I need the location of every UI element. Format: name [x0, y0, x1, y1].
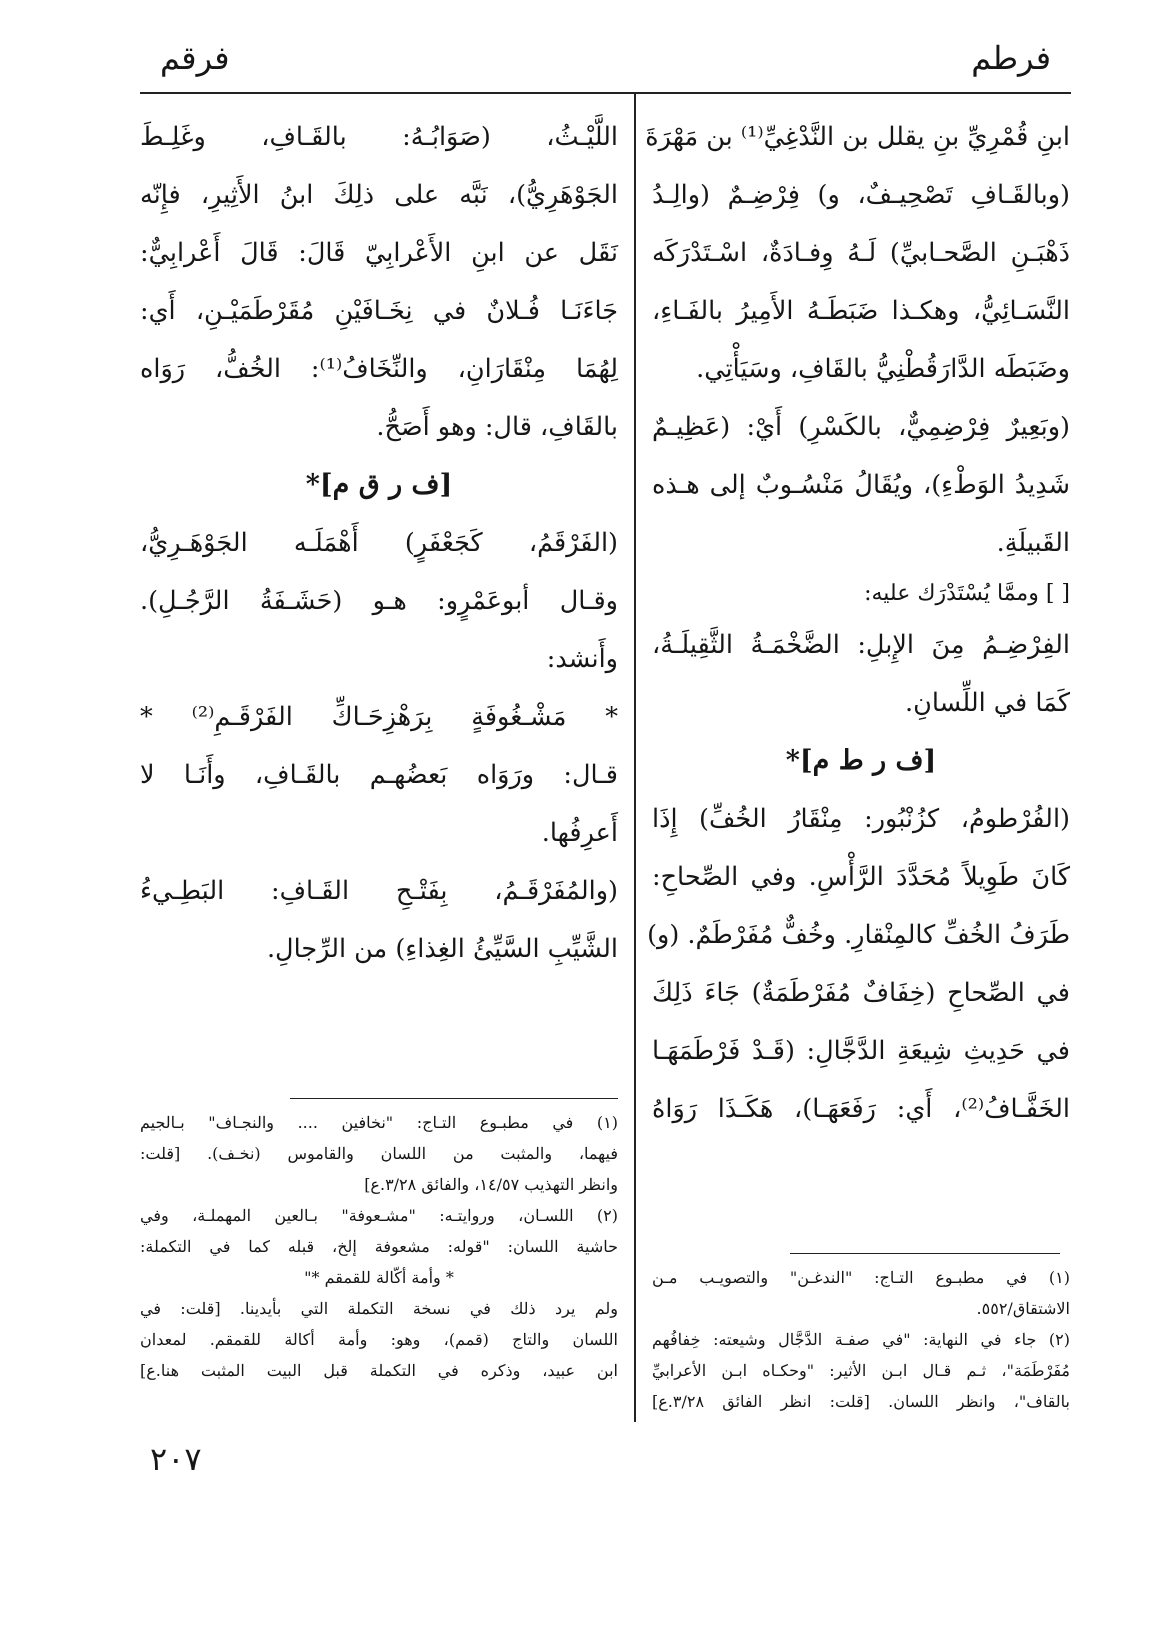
entry-heading: [ف ر ق م]*	[305, 469, 453, 500]
right-column	[645, 108, 1070, 1138]
text-line: في الصِّحاحِ (خِفَافٌ مُفَرْطَمَةٌ) جَاءَ ذَلِكَ	[652, 978, 1070, 1008]
text-line: لِهُمَا مِنْقَارَانِ، والنِّخَافُ⁽¹⁾: الخُفُّ، رَوَاه	[140, 354, 618, 384]
footnote-line: (٢) جاء في النهاية: "في صفـة الدَّجَّال وشيعته: خِفافُهم	[652, 1330, 1070, 1349]
text-line: كَانَ طَوِيلاً مُحَدَّدَ الرَّأْسِ. وفي الصِّحاحِ:	[652, 862, 1070, 892]
text-line: [ ] وممَّا يُسْتَدْرَك عليه:	[864, 581, 1070, 606]
footnotes-right	[652, 1262, 1070, 1417]
footnote-line: مُفَرْطَمَة"، ثـم قـال ابـن الأثير: "وحكـاه ابـن الأعرابيِّ	[652, 1361, 1070, 1380]
footnote-line: * وأمة أكّالة للقمقم *"	[304, 1268, 454, 1287]
text-line: وقـال أبوعَمْرٍو: هـو (حَشَـفَةُ الرَّجُـلِ).	[140, 586, 618, 616]
page-number: ٢٠٧	[150, 1440, 202, 1478]
left-column	[140, 108, 618, 978]
text-line: الفِرْضِـمُ مِنَ الإِبلِ: الضَّخْمَـةُ الثَّقِيلَـةُ،	[652, 630, 1070, 660]
text-line: شَدِيدُ الوَطْءِ)، ويُقَالُ مَنْسُـوبٌ إلى هـذه	[652, 470, 1070, 500]
text-line: أَعرِفُها.	[541, 818, 618, 848]
footnote-line: (١) في مطبـوع التـاج: "نخافين .... والنجـاف" بـالجيم	[140, 1113, 618, 1132]
footnote-separator-right	[790, 1253, 1060, 1254]
footnote-line: بالقاف"، وانظر اللسان. [قلت: انظر الفائق ٣/٢٨.ع]	[652, 1392, 1070, 1411]
footnote-line: وانظر التهذيب ١٤/٥٧، والفائق ٣/٢٨.ع]	[364, 1175, 618, 1194]
text-line: طَرَفُ الخُفِّ كالمِنْقارِ. وخُفٌّ مُفَرْطَمٌ. (و)	[647, 920, 1070, 950]
entry-heading: [ف ر ط م]*	[785, 745, 937, 776]
footnote-line: ابن عبيد، وذكره في التكملة قبل البيت المثبت هنا.ع]	[140, 1361, 618, 1380]
column-divider	[634, 92, 636, 1422]
text-line: الخَفَّـافُ⁽²⁾، أَي: رَفَعَهَـا)، هَكَـذَا رَوَاهُ	[652, 1094, 1070, 1124]
footnote-line: (٢) اللسـان، وروايتـه: "مشـعوفة" بـالعين المهملـة، وفي	[140, 1206, 618, 1225]
text-line: (والمُفَرْقَـمُ، بِفَتْـحِ القَـافِ: البَطِـيءُ	[140, 876, 618, 906]
text-line: (الفُرْطومُ، كزُنْبُور: مِنْقَارُ الخُفِّ) إِذَا	[652, 804, 1070, 834]
text-line: الجَوْهَرِيُّ)، نَبَّه على ذلِكَ ابنُ الأَثِيرِ، فإِنّه	[140, 180, 618, 210]
text-line: بالقَافِ، قال: وهو أَصَحُّ.	[376, 412, 618, 442]
footnote-line: اللسان والتاج (قمم)، وهو: وأمة أكالة للقمقم. لمعدان	[140, 1330, 618, 1349]
footnotes-left	[140, 1107, 618, 1386]
text-line: (وبَعِيرٌ فِرْضِمِيٌّ، بالكَسْرِ) أَيْ: (عَظِيـمٌ	[652, 412, 1070, 442]
running-header	[140, 38, 1071, 98]
text-line: كَمَا في اللِّسانِ.	[905, 688, 1070, 718]
text-line: ذَهْبَـنِ الصَّحـابيِّ) لَـهُ وِفـادَةٌ، اسْـتَدْرَكَه	[652, 238, 1070, 268]
text-line: نَقَل عن ابنِ الأَعْرابِيّ قَالَ: قَالَ أَعْرابِيٌّ:	[140, 238, 618, 268]
footnote-line: ولم يرد ذلك في نسخة التكملة التي بأيدينا. [قلت: في	[140, 1299, 618, 1318]
footnote-line: حاشية اللسان: "قوله: مشعوفة إلخ، قبله كما في التكملة:	[140, 1237, 618, 1256]
footnote-line: فيهما، والمثبت من اللسان والقاموس (نخـف). [قلت:	[140, 1144, 618, 1163]
text-line: قـال: ورَوَاه بَعضُهـم بالقَـافِ، وأَنَـا لا	[140, 760, 618, 790]
text-line: القَبيلَةِ.	[996, 528, 1070, 558]
header-rule	[140, 92, 1071, 94]
text-line: النَّسَـائِيُّ، وهكـذا ضَبَطَـهُ الأَمِيرُ بالفَـاءِ،	[652, 296, 1070, 326]
header-word-right: فرطم	[971, 39, 1051, 77]
text-line: وأَنشد:	[546, 644, 618, 674]
footnote-line: الاشتقاق/٥٥٢.	[976, 1299, 1070, 1318]
text-line: (الفَرْقَمُ، كَجَعْفَرٍ) أَهْمَلَـه الجَوْهَـرِيُّ،	[140, 528, 618, 558]
text-line: جَاءَنَـا فُـلانٌ في نِخَـافَيْنِ مُقَرْطَمَيْـنِ، أَي:	[140, 296, 618, 326]
footnote-separator-left	[290, 1098, 618, 1099]
footnote-line: (١) في مطبـوع التـاج: "الندغـن" والتصويـب مـن	[652, 1268, 1070, 1287]
text-line: وضَبَطَه الدَّارَقُطْنِيُّ بالقَافِ، وسَيَأْتِي.	[696, 354, 1070, 384]
header-word-left: فرقم	[160, 39, 230, 77]
text-line: (وبالقَـافِ تَصْحِيـفٌ، و) فِرْضِـمٌ (والِـدُ	[652, 180, 1070, 210]
poetry-line: * مَشْـغُوفَةٍ بِرَهْزِحَـاكِّ الفَرْقَـمِ⁽²⁾ *	[140, 702, 618, 732]
text-line: في حَدِيثِ شِيعَةِ الدَّجَّالِ: (قَـدْ فَرْطَمَهَـا	[652, 1036, 1070, 1066]
text-line: اللَّيْـثُ، (صَوَابُـهُ: بالقَـافِ، وغَلِـطَ	[140, 122, 618, 152]
text-line: الشَّيِّبِ السَّيِّئُ الغِذاءِ) من الرِّجالِ.	[266, 934, 618, 964]
text-line: ابنِ قُمْرِيِّ بنِ يقلل بن النَّدْغِيِّ⁽¹⁾ بن مَهْرَةَ	[645, 122, 1070, 152]
